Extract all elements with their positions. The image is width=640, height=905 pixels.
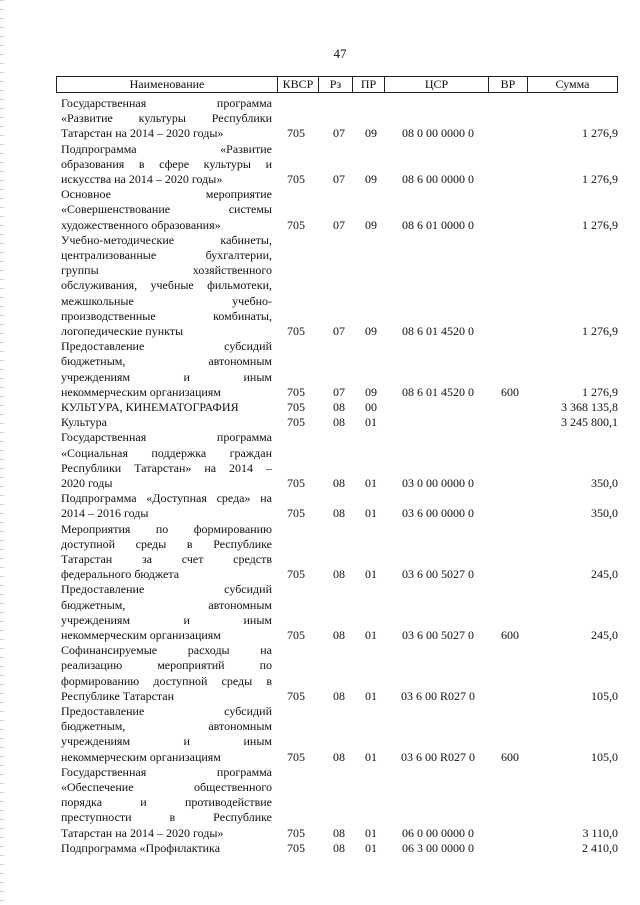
row-name-line: Предоставление субсидий xyxy=(61,704,272,718)
row-name-line: Татарстан за счет средств xyxy=(61,551,272,566)
vr-cell xyxy=(488,172,532,187)
row-name-line: преступности в Республике xyxy=(61,810,272,825)
row-name-line: Софинансируемые расходы на xyxy=(61,643,272,658)
row-name-line: Мероприятия по формированию xyxy=(61,521,272,536)
kvsr-cell: 705 xyxy=(287,749,305,764)
csr-cell: 08 6 01 0000 0 xyxy=(402,217,474,232)
row-name-line: Государственная программа xyxy=(61,430,272,445)
pr-cell: 01 xyxy=(365,688,377,703)
row-name xyxy=(61,339,272,400)
row-name xyxy=(61,643,272,704)
csr-cell: 06 3 00 0000 0 xyxy=(402,840,474,855)
sum-cell: 1 276,9 xyxy=(582,172,618,186)
sum-cell: 1 276,9 xyxy=(582,384,618,399)
rz-cell: 08 xyxy=(333,825,345,840)
sum-cell: 245,0 xyxy=(591,567,618,582)
csr-cell: 03 6 00 R027 0 xyxy=(400,749,475,764)
rz-cell: 07 xyxy=(333,324,345,338)
sum-cell: 245,0 xyxy=(591,628,618,642)
rz-cell: 07 xyxy=(333,172,345,186)
row-name-line: реализацию мероприятий по xyxy=(61,658,272,673)
rz-cell: 07 xyxy=(333,217,345,232)
row-name xyxy=(61,142,272,188)
kvsr-cell: 705 xyxy=(287,476,305,490)
sum-cell: 2 410,0 xyxy=(582,840,618,855)
pr-cell: 01 xyxy=(365,567,377,582)
row-name xyxy=(61,233,272,339)
pr-cell: 09 xyxy=(365,172,377,186)
kvsr-cell: 705 xyxy=(287,217,305,232)
kvsr-cell: 705 xyxy=(287,415,305,430)
row-name-line: искусства на 2014 – 2020 годы» xyxy=(61,171,223,186)
row-name-line: доступной среды в Республике xyxy=(61,536,272,551)
row-name-line: «Социальная поддержка граждан xyxy=(61,445,272,460)
row-name xyxy=(61,522,272,583)
kvsr-cell: 705 xyxy=(287,400,305,414)
row-name-line: 2020 годы xyxy=(61,475,113,490)
pr-cell: 01 xyxy=(365,840,377,855)
kvsr-cell: 705 xyxy=(287,384,305,399)
row-name-line: Учебно-методические кабинеты, xyxy=(61,232,272,247)
row-name-line: Предоставление субсидий xyxy=(61,339,272,354)
row-name-line: Подпрограмма «Развитие xyxy=(61,141,272,156)
col-name-header: Наименование xyxy=(129,77,205,91)
row-name-line: обслуживания, учебные фильмотеки, xyxy=(61,278,272,293)
csr-cell: 03 6 00 5027 0 xyxy=(402,567,474,582)
col-csr-header: ЦСР xyxy=(424,77,449,91)
csr-cell: 08 6 00 0000 0 xyxy=(402,172,474,186)
rz-cell: 08 xyxy=(333,415,345,430)
pr-cell: 00 xyxy=(365,400,377,414)
row-name xyxy=(61,187,272,233)
col-sum-header: Сумма xyxy=(555,77,590,91)
kvsr-cell: 705 xyxy=(287,172,305,186)
row-name-line: межшкольные учебно- xyxy=(61,293,272,308)
vr-cell: 600 xyxy=(501,749,519,764)
vr-cell xyxy=(488,400,532,415)
sum-cell: 3 245 800,1 xyxy=(561,415,618,430)
sum-cell: 3 368 135,8 xyxy=(561,400,618,414)
sum-cell: 1 276,9 xyxy=(582,126,618,141)
row-name-line: Государственная программа xyxy=(61,96,272,110)
row-name-line: «Развитие культуры Республики xyxy=(61,111,272,126)
pr-cell: 09 xyxy=(365,217,377,232)
kvsr-cell: 705 xyxy=(287,840,305,855)
kvsr-cell: 705 xyxy=(287,628,305,642)
sum-cell: 1 276,9 xyxy=(582,324,618,338)
row-name-line: учреждениям и иным xyxy=(61,369,272,384)
rz-cell: 08 xyxy=(333,567,345,582)
row-name-line: Республики Татарстан» на 2014 – xyxy=(61,460,272,475)
row-name-line: централизованные бухгалтерии, xyxy=(61,247,272,262)
row-name-line: Государственная программа xyxy=(61,764,272,779)
kvsr-cell: 705 xyxy=(287,506,305,521)
col-rz-header: Рз xyxy=(329,77,342,91)
csr-cell: 06 0 00 0000 0 xyxy=(402,825,474,840)
vr-cell xyxy=(488,567,532,582)
row-name-line: 2014 – 2016 годы xyxy=(61,506,149,521)
pr-cell: 01 xyxy=(365,415,377,430)
rz-cell: 08 xyxy=(333,749,345,764)
pr-cell: 01 xyxy=(365,476,377,490)
row-name-line: федерального бюджета xyxy=(61,567,180,582)
kvsr-cell: 705 xyxy=(287,825,305,840)
row-name-line: Культура xyxy=(61,415,107,430)
kvsr-cell: 705 xyxy=(287,688,305,703)
pr-cell: 01 xyxy=(365,749,377,764)
sum-cell: 350,0 xyxy=(591,506,618,521)
table-header xyxy=(56,76,618,93)
row-name-line: формированию доступной среды в xyxy=(61,673,272,688)
kvsr-cell: 705 xyxy=(287,567,305,582)
pr-cell: 01 xyxy=(365,506,377,521)
row-name xyxy=(61,841,272,856)
rz-cell: 08 xyxy=(333,400,345,414)
col-kvsr-header: КВСР xyxy=(282,77,314,91)
pr-cell: 09 xyxy=(365,324,377,338)
row-name xyxy=(61,430,272,491)
row-name-line: логопедические пункты xyxy=(61,323,184,338)
csr-cell: 08 6 01 4520 0 xyxy=(402,324,474,338)
row-name-line: художественного образования» xyxy=(61,217,221,232)
vr-cell xyxy=(488,218,532,233)
row-name-line: КУЛЬТУРА, КИНЕМАТОГРАФИЯ xyxy=(61,400,239,414)
row-name xyxy=(61,704,272,765)
row-name-line: учреждениям и иным xyxy=(61,734,272,749)
row-name-line: Республике Татарстан xyxy=(61,688,175,703)
row-name-line: бюджетным, автономным xyxy=(61,354,272,369)
csr-cell: 03 6 00 0000 0 xyxy=(402,506,474,521)
col-vr-header: ВР xyxy=(500,77,516,91)
row-name-line: образования в сфере культуры и xyxy=(61,156,272,171)
vr-cell: 600 xyxy=(501,384,519,399)
sum-cell: 350,0 xyxy=(591,476,618,490)
vr-cell xyxy=(488,415,532,430)
csr-cell: 08 6 01 4520 0 xyxy=(402,384,474,399)
sum-cell: 1 276,9 xyxy=(582,217,618,232)
rz-cell: 08 xyxy=(333,506,345,521)
pr-cell: 09 xyxy=(365,126,377,141)
row-name-line: Основное мероприятие xyxy=(61,187,272,202)
pr-cell: 01 xyxy=(365,628,377,642)
row-name xyxy=(61,96,272,142)
csr-cell: 03 6 00 5027 0 xyxy=(402,628,474,642)
row-name-line: порядка и противодействие xyxy=(61,795,272,810)
row-name-line: производственные комбинаты, xyxy=(61,308,272,323)
row-name-line: некоммерческим организациям xyxy=(61,384,221,399)
vr-cell xyxy=(488,689,532,704)
rz-cell: 08 xyxy=(333,476,345,490)
rz-cell: 08 xyxy=(333,688,345,703)
row-name xyxy=(61,491,272,521)
row-name-line: бюджетным, автономным xyxy=(61,597,272,612)
csr-cell xyxy=(389,415,487,430)
vr-cell xyxy=(488,826,532,841)
row-name-line: некоммерческим организациям xyxy=(61,749,221,764)
csr-cell: 08 0 00 0000 0 xyxy=(402,126,474,141)
vr-cell xyxy=(488,324,532,339)
vr-cell: 600 xyxy=(501,628,519,642)
page-number: 47 xyxy=(333,46,347,61)
pr-cell: 09 xyxy=(365,384,377,399)
vr-cell xyxy=(488,476,532,491)
pr-cell: 01 xyxy=(365,825,377,840)
vr-cell xyxy=(488,506,532,521)
row-name-line: некоммерческим организациям xyxy=(61,627,221,642)
col-pr-header: ПР xyxy=(360,77,377,91)
row-name-line: бюджетным, автономным xyxy=(61,719,272,734)
row-name xyxy=(61,582,272,643)
csr-cell: 03 0 00 0000 0 xyxy=(402,476,474,490)
sum-cell: 105,0 xyxy=(591,688,618,703)
csr-cell xyxy=(389,400,487,415)
page-edge-dots xyxy=(0,0,4,905)
rz-cell: 08 xyxy=(333,628,345,642)
row-name-line: учреждениям и иным xyxy=(61,612,272,627)
sum-cell: 3 110,0 xyxy=(582,825,618,840)
row-name-line: Подпрограмма «Профилактика xyxy=(61,840,221,855)
row-name-line: группы хозяйственного xyxy=(61,263,272,278)
row-name-line: Подпрограмма «Доступная среда» на xyxy=(61,491,272,506)
vr-cell xyxy=(488,841,532,856)
kvsr-cell: 705 xyxy=(287,324,305,338)
row-name-line: «Обеспечение общественного xyxy=(61,779,272,794)
row-name-line: «Совершенствование системы xyxy=(61,202,272,217)
rz-cell: 08 xyxy=(333,840,345,855)
row-name-line: Татарстан на 2014 – 2020 годы» xyxy=(61,825,224,840)
row-name xyxy=(61,400,272,415)
vr-cell xyxy=(488,126,532,141)
kvsr-cell: 705 xyxy=(287,126,305,141)
row-name-line: Татарстан на 2014 – 2020 годы» xyxy=(61,126,224,141)
sum-cell: 105,0 xyxy=(591,749,618,764)
row-name-line: Предоставление субсидий xyxy=(61,582,272,597)
rz-cell: 07 xyxy=(333,126,345,141)
row-name xyxy=(61,765,272,841)
csr-cell: 03 6 00 R027 0 xyxy=(400,688,475,703)
rz-cell: 07 xyxy=(333,384,345,399)
row-name xyxy=(61,415,272,430)
